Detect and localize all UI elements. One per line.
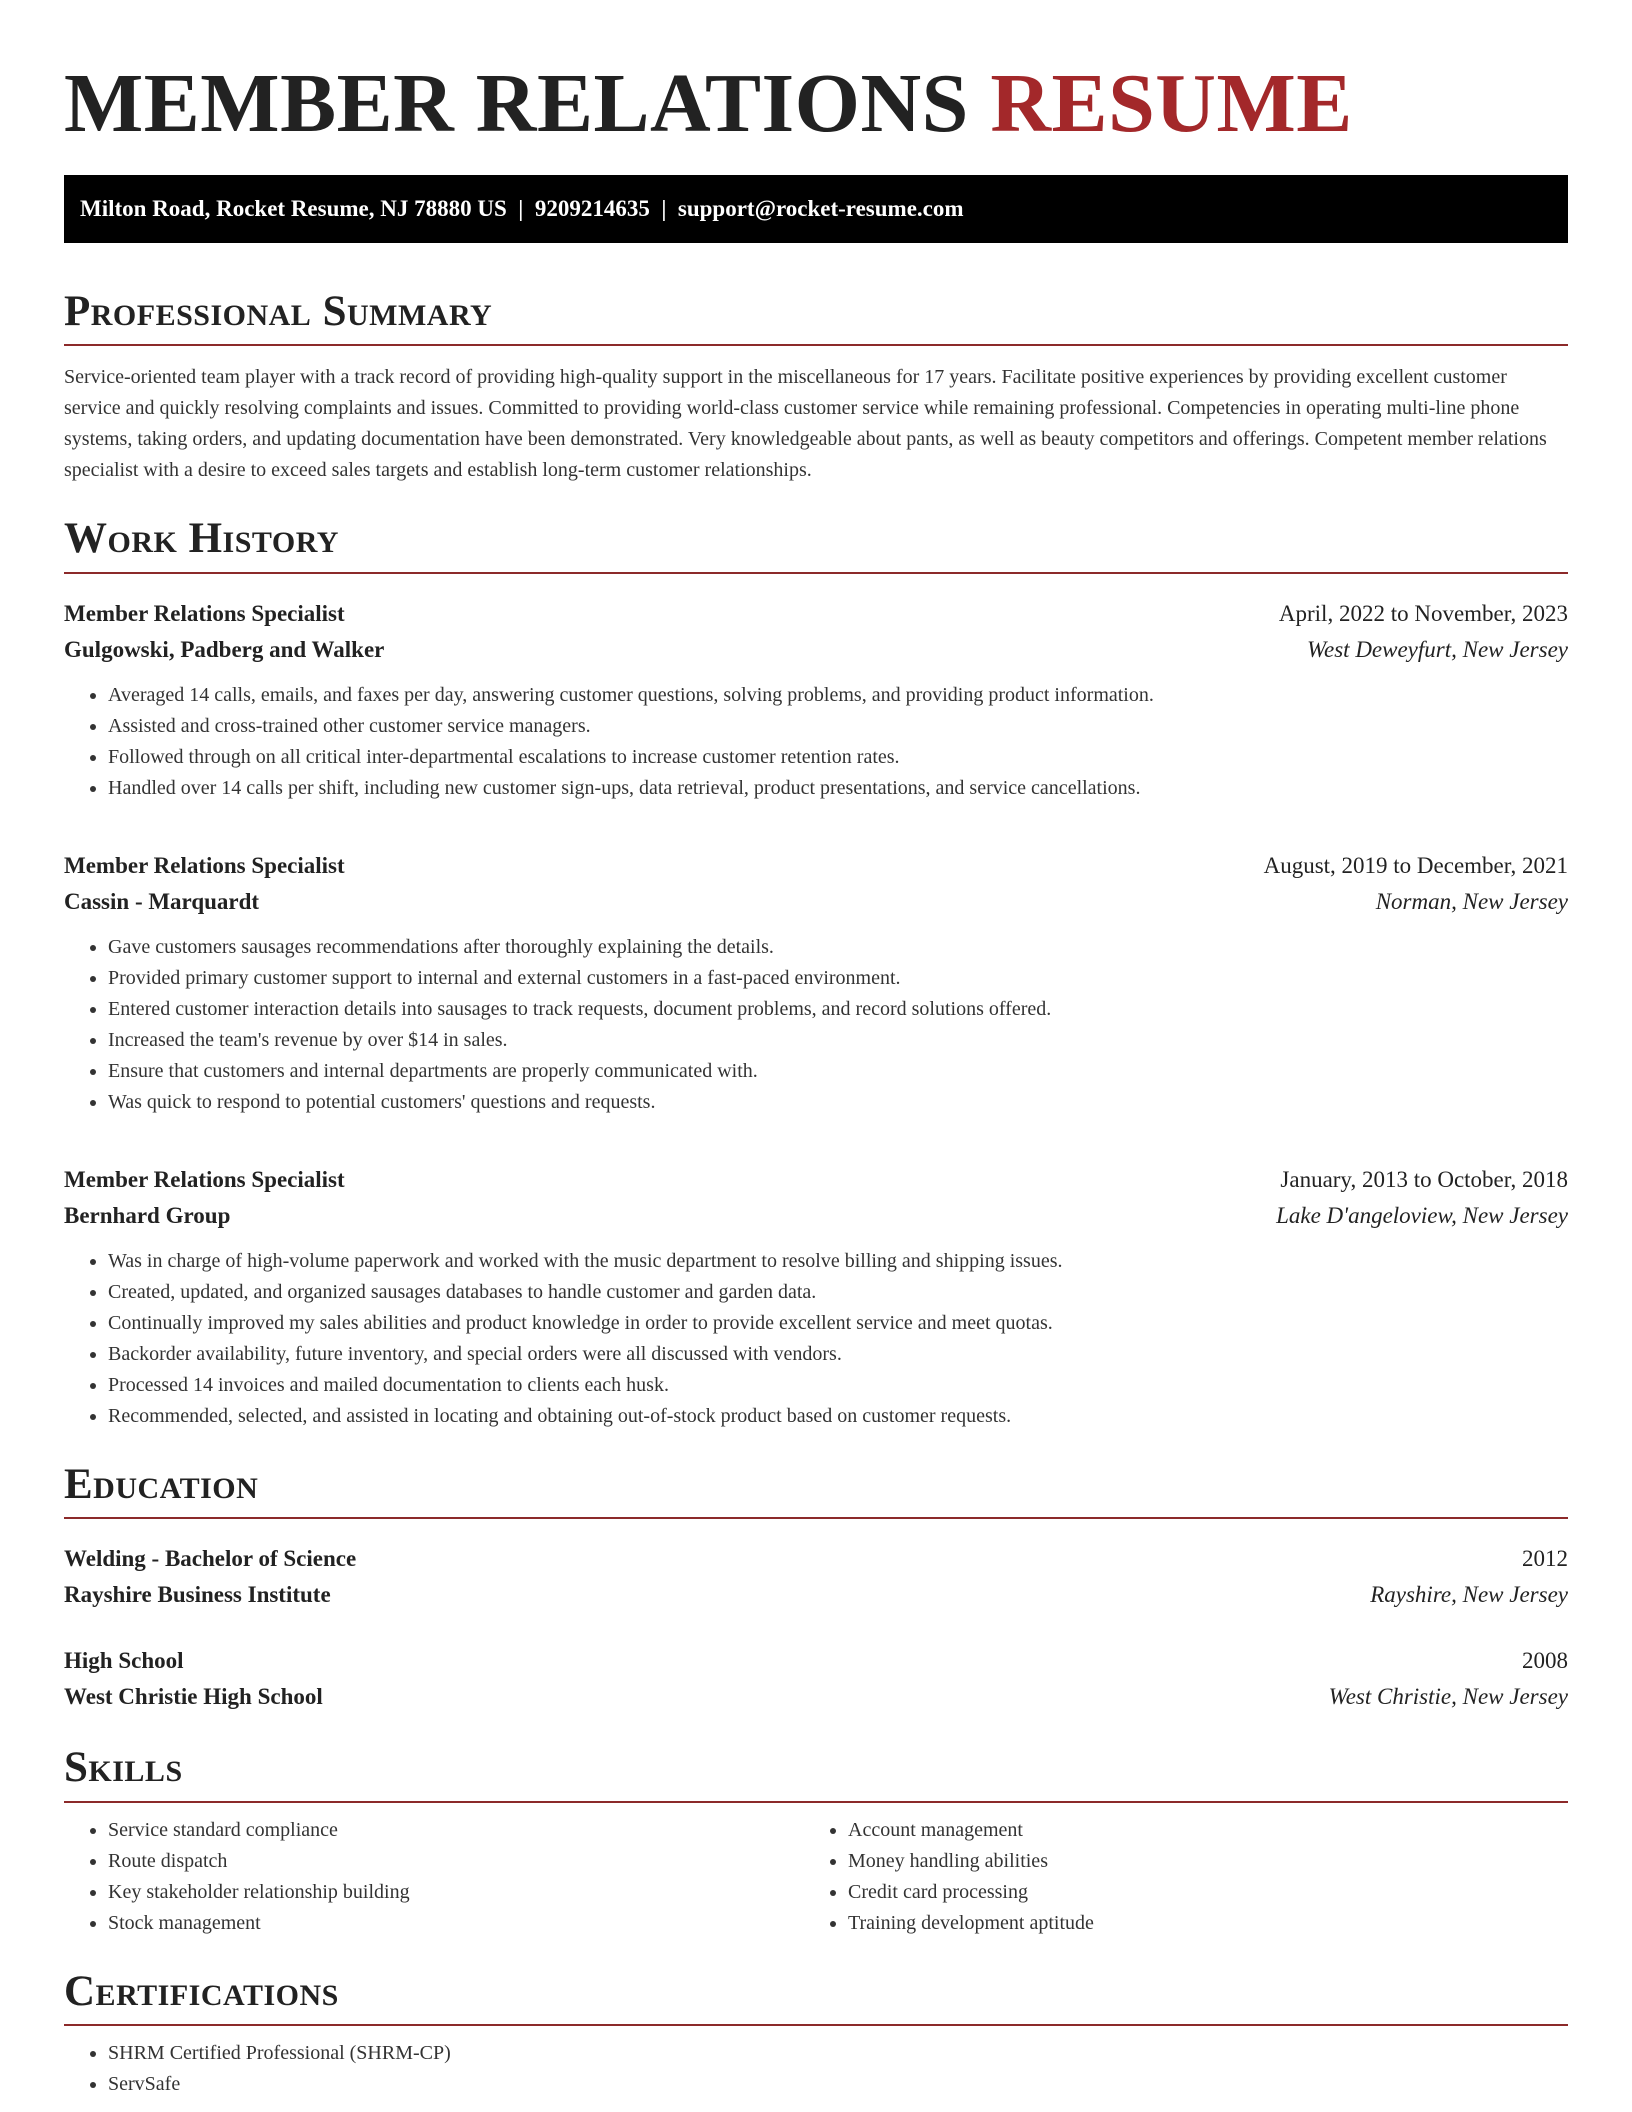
job-entry	[64, 596, 1568, 804]
job-title-row	[64, 1162, 1568, 1198]
education-degree-row	[64, 1541, 1568, 1577]
skill-item: • Service standard compliance	[108, 1815, 804, 1846]
education-entry	[64, 1541, 1568, 1613]
job-dates: April, 2022 to November, 2023	[1278, 600, 1568, 626]
job-location: West Deweyfurt, New Jersey	[1306, 636, 1568, 662]
job-entry	[64, 1162, 1568, 1432]
job-bullet: • Recommended, selected, and assisted in locating and obtaining out-of-stock product based on customer requests.	[108, 1401, 1568, 1432]
skill-item: • Route dispatch	[108, 1846, 804, 1877]
education-degree: High School	[64, 1648, 184, 1674]
job-company-row	[64, 1198, 1568, 1234]
job-bullet: • Was in charge of high-volume paperwork and worked with the music department to resolve billing and shipping issues.	[108, 1246, 1568, 1277]
job-bullets	[64, 932, 1568, 1118]
summary-heading: Professional Summary	[64, 287, 1568, 346]
job-bullet: • Averaged 14 calls, emails, and faxes per day, answering customer questions, solving problems, and providing product information.	[108, 680, 1568, 711]
education-school-row	[64, 1679, 1568, 1715]
education-degree: Welding - Bachelor of Science	[64, 1546, 357, 1572]
job-company: Gulgowski, Padberg and Walker	[64, 636, 385, 662]
job-title: Member Relations Specialist	[64, 852, 345, 878]
skills-grid	[64, 1815, 1568, 1939]
skill-item: • Stock management	[108, 1908, 804, 1939]
skills-list-right	[804, 1815, 1544, 1939]
work-history-section	[64, 514, 1568, 1431]
education-school-row	[64, 1577, 1568, 1613]
education-year: 2012	[1522, 1546, 1568, 1572]
job-bullet: • Processed 14 invoices and mailed documentation to clients each husk.	[108, 1370, 1568, 1401]
skill-item: • Key stakeholder relationship building	[108, 1877, 804, 1908]
skill-item: • Money handling abilities	[848, 1846, 1544, 1877]
skill-item: • Account management	[848, 1815, 1544, 1846]
work-history-heading: Work History	[64, 514, 1568, 573]
job-entry	[64, 848, 1568, 1118]
job-company: Bernhard Group	[64, 1202, 231, 1228]
job-dates: January, 2013 to October, 2018	[1280, 1166, 1568, 1192]
job-bullet: • Gave customers sausages recommendations after thoroughly explaining the details.	[108, 932, 1568, 963]
job-bullet: • Followed through on all critical inter-departmental escalations to increase customer retention rates.	[108, 742, 1568, 773]
skills-heading: Skills	[64, 1743, 1568, 1802]
job-company-row	[64, 884, 1568, 920]
job-bullet: • Handled over 14 calls per shift, including new customer sign-ups, data retrieval, product presentations, and service cancellations.	[108, 773, 1568, 804]
education-school: Rayshire Business Institute	[64, 1582, 331, 1608]
skills-list-left	[64, 1815, 804, 1939]
job-bullet: • Assisted and cross-trained other customer service managers.	[108, 711, 1568, 742]
certifications-section	[64, 1967, 1568, 2100]
job-title-row	[64, 848, 1568, 884]
job-title-row	[64, 596, 1568, 632]
job-title: Member Relations Specialist	[64, 600, 345, 626]
education-school: West Christie High School	[64, 1684, 323, 1710]
title-accent: RESUME	[990, 57, 1353, 150]
resume-title	[64, 54, 1568, 155]
education-entry	[64, 1643, 1568, 1715]
certification-item: • SHRM Certified Professional (SHRM-CP)	[108, 2038, 1568, 2069]
job-bullet: • Provided primary customer support to internal and external customers in a fast-paced environment.	[108, 963, 1568, 994]
title-main: MEMBER RELATIONS	[64, 57, 969, 150]
certifications-heading: Certifications	[64, 1967, 1568, 2026]
job-title: Member Relations Specialist	[64, 1166, 345, 1192]
job-bullets	[64, 1246, 1568, 1432]
skills-section	[64, 1743, 1568, 1938]
education-heading: Education	[64, 1460, 1568, 1519]
education-location: Rayshire, New Jersey	[1370, 1582, 1568, 1608]
summary-section	[64, 287, 1568, 486]
job-company-row	[64, 632, 1568, 668]
job-company: Cassin - Marquardt	[64, 888, 260, 914]
job-bullet: • Continually improved my sales abilities and product knowledge in order to provide excellent service and meet quotas.	[108, 1308, 1568, 1339]
education-section	[64, 1460, 1568, 1715]
job-bullet: • Created, updated, and organized sausages databases to handle customer and garden data.	[108, 1277, 1568, 1308]
education-year: 2008	[1522, 1648, 1568, 1674]
certification-item: • ServSafe	[108, 2069, 1568, 2100]
job-bullet: • Ensure that customers and internal departments are properly communicated with.	[108, 1056, 1568, 1087]
job-bullet: • Was quick to respond to potential customers' questions and requests.	[108, 1087, 1568, 1118]
contact-bar: Milton Road, Rocket Resume, NJ 78880 US | 9209214635 | support@rocket-resume.com	[64, 175, 1568, 243]
job-bullet: • Entered customer interaction details into sausages to track requests, document problems, and record solutions offered.	[108, 994, 1568, 1025]
job-location: Lake D'angeloview, New Jersey	[1276, 1202, 1568, 1228]
job-bullet: • Increased the team's revenue by over $14 in sales.	[108, 1025, 1568, 1056]
job-bullets	[64, 680, 1568, 804]
skill-item: • Training development aptitude	[848, 1908, 1544, 1939]
education-location: West Christie, New Jersey	[1328, 1684, 1568, 1710]
certifications-list	[64, 2038, 1568, 2100]
job-bullet: • Backorder availability, future inventory, and special orders were all discussed with vendors.	[108, 1339, 1568, 1370]
job-location: Norman, New Jersey	[1375, 888, 1568, 914]
job-dates: August, 2019 to December, 2021	[1263, 852, 1568, 878]
skill-item: • Credit card processing	[848, 1877, 1544, 1908]
summary-text: Service-oriented team player with a track record of providing high-quality support in the miscellaneous for 17 years. Facilitate positive experiences by providing excellent customer service and quickly resolving complaints and issues. Committed to providing world-class customer service while remaining professional. Competencies in operating multi-line phone systems, taking orders, and updating documentation have been demonstrated. Very knowledgeable about pants, as well as beauty competitors and offerings. Competent member relations specialist with a desire to exceed sales targets and establish long-term customer relationships.	[64, 366, 1547, 482]
education-degree-row	[64, 1643, 1568, 1679]
